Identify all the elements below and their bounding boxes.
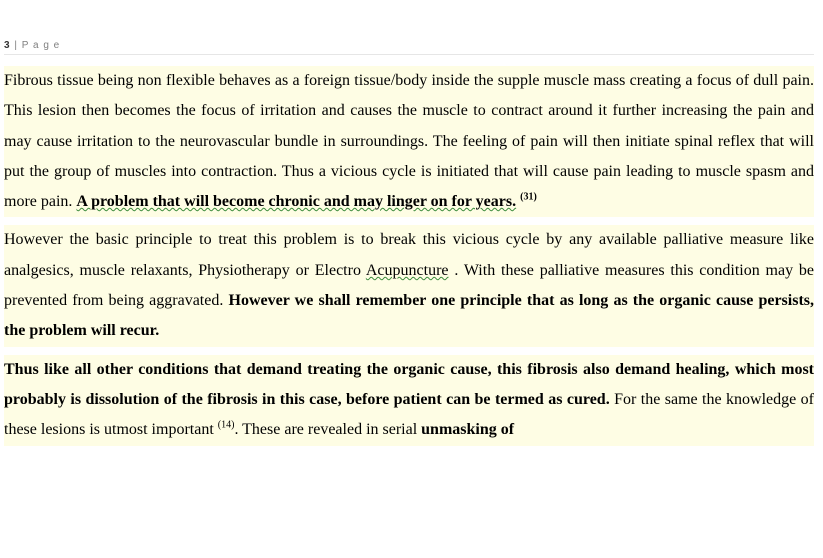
page-header: [4, 40, 60, 51]
paragraph-3-text: For the same the knowledge of these lesions is utmost important: [4, 390, 814, 439]
paragraph-2-text-after: . With these palliative measures this condition may be prevented from being aggravated.: [4, 261, 815, 310]
paragraph-2-term: Acupuncture: [365, 261, 449, 279]
page-number: 3: [4, 40, 11, 51]
paragraph-2: [4, 225, 814, 346]
paragraph-3-bold-tail: unmasking of: [421, 421, 515, 439]
paragraph-3: [4, 355, 814, 446]
paragraph-2-text-before: However the basic principle to treat this problem is to break this vicious cycle by any available palliative measure like analgesics, muscle relaxants, Physiotherapy or Electro: [4, 231, 814, 279]
citation-31: (31): [520, 191, 537, 203]
page-label: P a g e: [21, 40, 61, 51]
paragraph-3-bold: Thus like all other conditions that demand treating the organic cause, this fibrosis also demand healing, which most probably is dissolution of the fibrosis in this case, before patient can be termed as cured.: [4, 360, 814, 408]
document-body: [4, 66, 814, 446]
paragraph-1: [4, 66, 814, 217]
header-rule: [4, 54, 814, 55]
paragraph-3-text-after: . These are revealed in serial: [234, 421, 422, 439]
page-separator: |: [14, 40, 18, 51]
paragraph-1-bold-statement: A problem that will become chronic and may linger on for years.: [76, 193, 517, 211]
paragraph-2-bold: However we shall remember one principle that as long as the organic cause persists, the problem will recur.: [4, 292, 815, 340]
citation-14: (14): [217, 419, 235, 431]
paragraph-1-text: Fibrous tissue being non flexible behaves as a foreign tissue/body inside the supple muscle mass creating a focus of dull pain. This lesion then becomes the focus of irritation and causes the muscle to contract around it further increasing the pain and may cause irritation to the neurovascular bundle in surroundings. The feeling of pain will then initiate spinal reflex that will put the group of muscles into contraction. Thus a vicious cycle is initiated that will cause pain leading to muscle spasm and more pain.: [4, 72, 814, 211]
